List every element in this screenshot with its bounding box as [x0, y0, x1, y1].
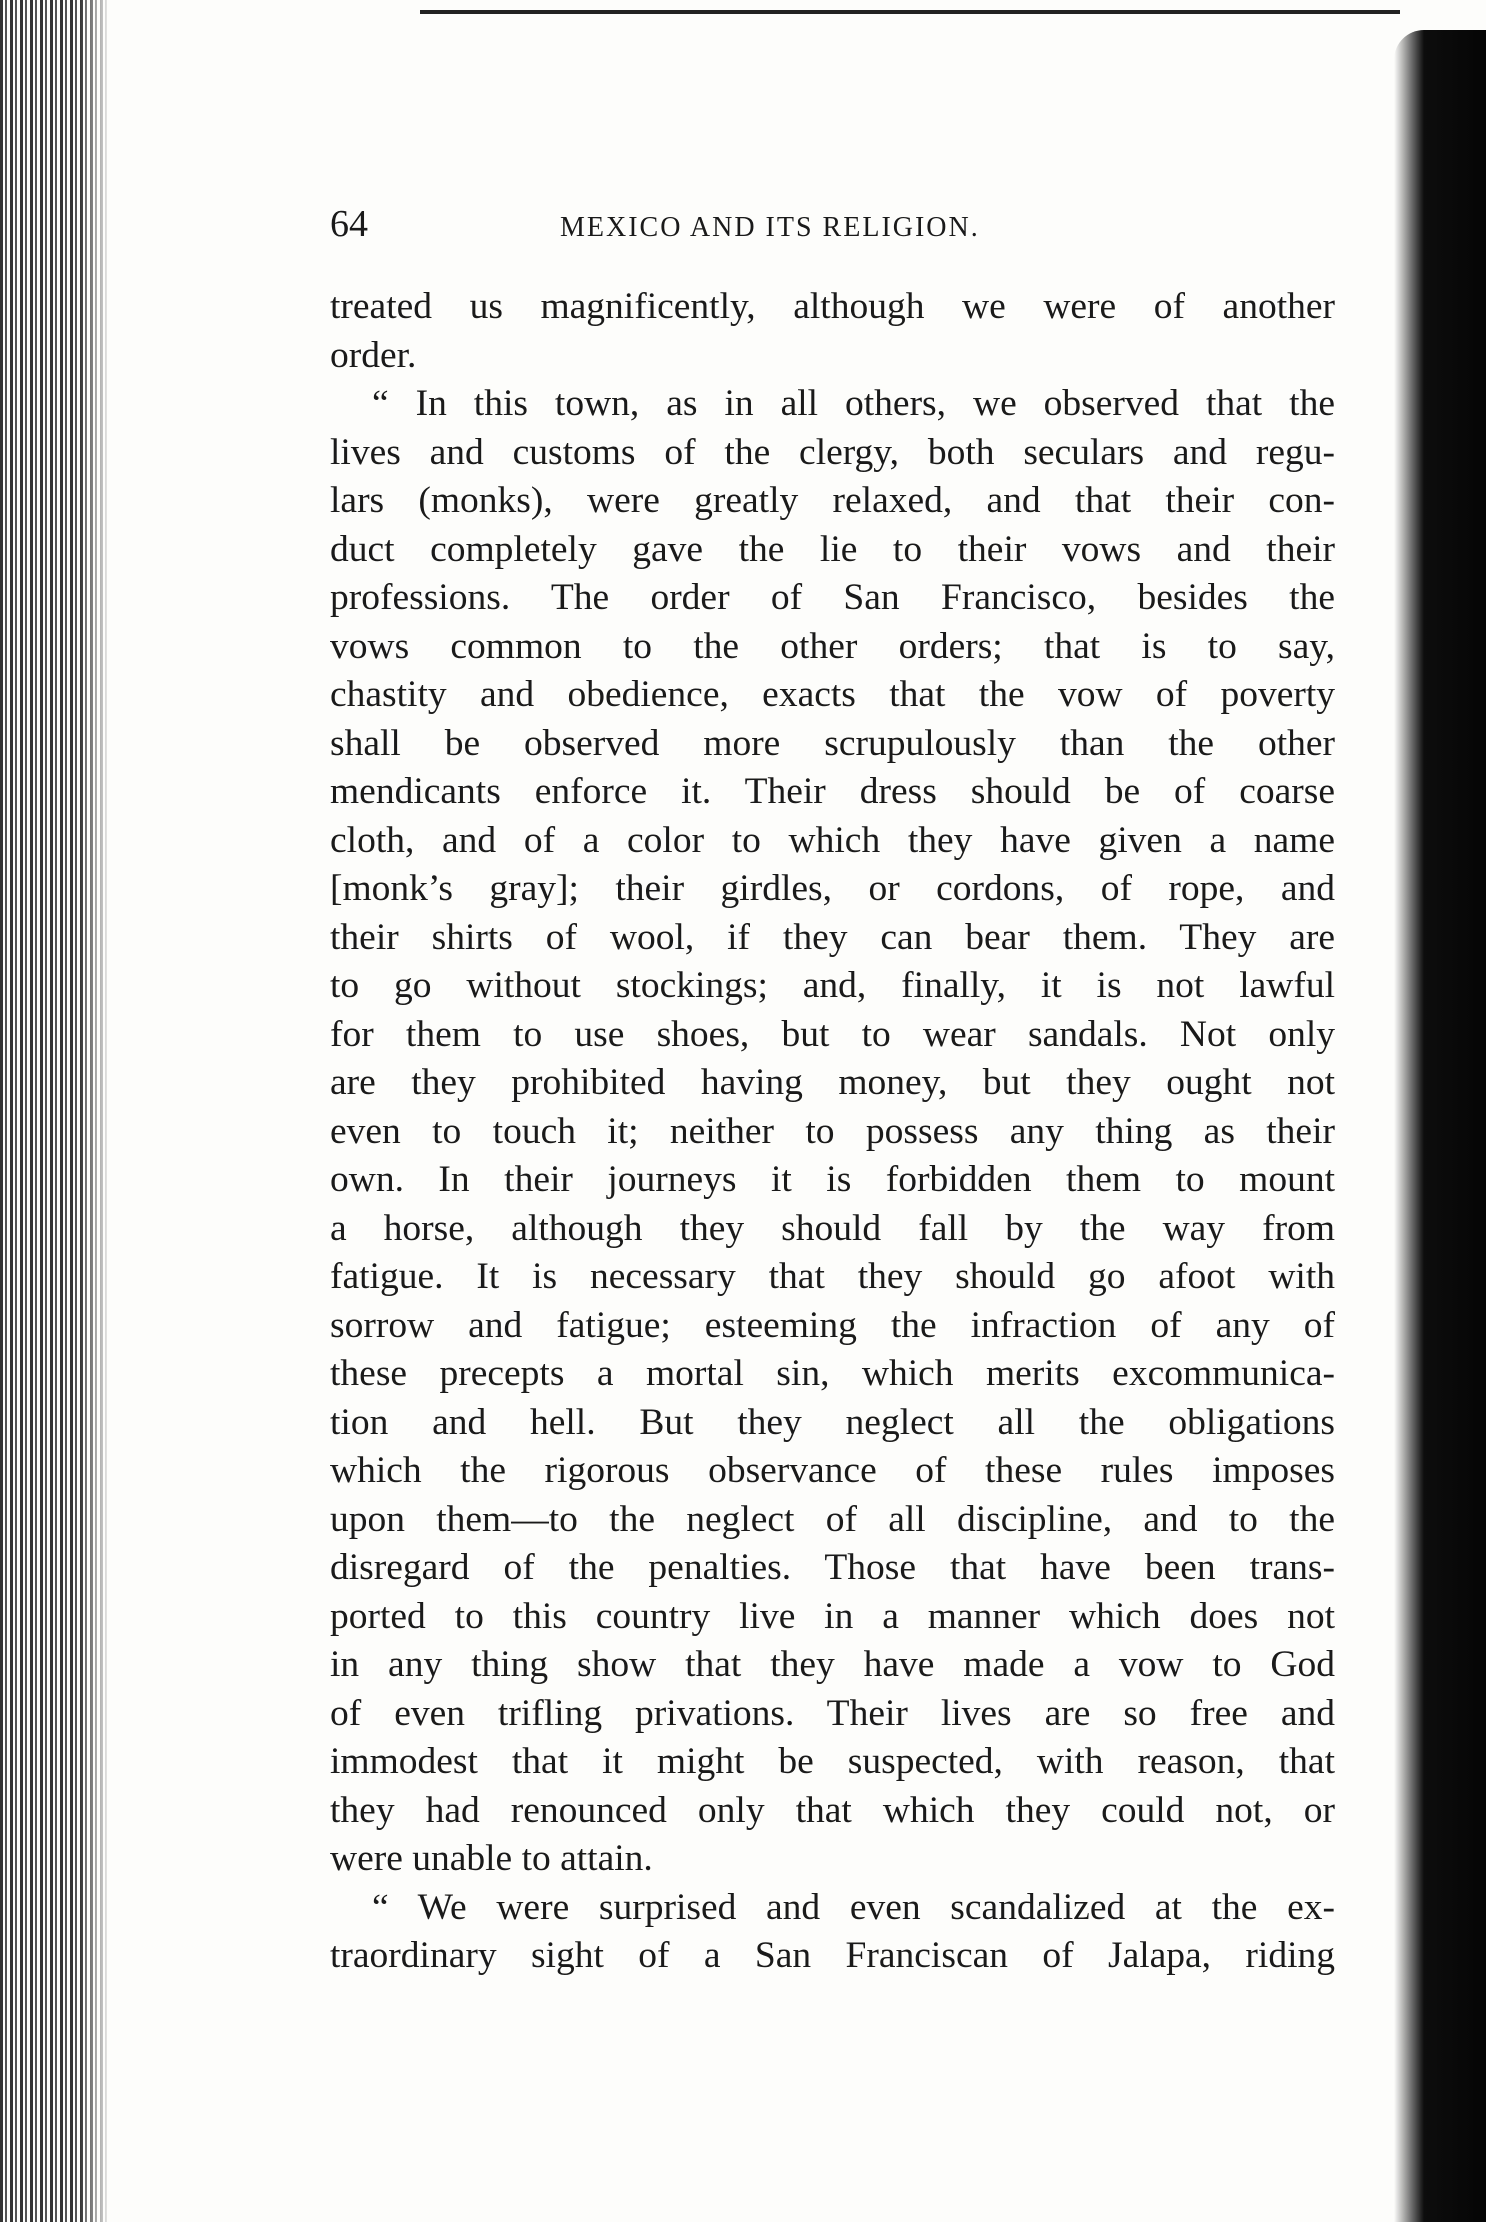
- text-line: fatigue. It is necessary that they should go afoot with: [330, 1256, 1335, 1297]
- text-line: vows common to the other orders; that is to say,: [330, 625, 1335, 667]
- text-line: own. In their journeys it is forbidden them to mount: [330, 1159, 1335, 1200]
- text-line: for them to use shoes, but to wear sandals. Not only: [330, 1013, 1335, 1055]
- text-line: tion and hell. But they neglect all the obligations: [330, 1401, 1335, 1443]
- page-edge-right: [1394, 30, 1486, 2222]
- running-head: MEXICO AND ITS RELIGION.: [560, 212, 980, 243]
- text-line: upon them—to the neglect of all discipline, and to the: [330, 1498, 1335, 1540]
- page-number: 64: [330, 203, 368, 245]
- text-line: traordinary sight of a San Franciscan of Jalapa, riding: [330, 1935, 1335, 1976]
- top-edge-line: [420, 10, 1400, 14]
- text-line: immodest that it might be suspected, with reason, that: [330, 1741, 1335, 1782]
- text-line: even to touch it; neither to possess any thing as their: [330, 1110, 1335, 1152]
- text-line: a horse, although they should fall by the way from: [330, 1207, 1335, 1249]
- text-line: in any thing show that they have made a vow to God: [330, 1644, 1335, 1685]
- text-line: which the rigorous observance of these rules imposes: [330, 1450, 1335, 1491]
- page-header: [330, 200, 1340, 260]
- text-line: duct completely gave the lie to their vows and their: [330, 528, 1335, 570]
- text-line: professions. The order of San Francisco, besides the: [330, 577, 1335, 618]
- text-line: shall be observed more scrupulously than the other: [330, 722, 1335, 764]
- text-line: cloth, and of a color to which they have given a name: [330, 819, 1335, 861]
- text-line: were unable to attain.: [330, 1838, 653, 1879]
- text-line: sorrow and fatigue; esteeming the infraction of any of: [330, 1304, 1335, 1346]
- text-line: treated us magnificently, although we were of another: [330, 286, 1335, 327]
- text-line: disregard of the penalties. Those that have been trans-: [330, 1547, 1335, 1588]
- text-line: to go without stockings; and, finally, it is not lawful: [330, 965, 1335, 1006]
- text-line: they had renounced only that which they could not, or: [330, 1789, 1335, 1831]
- text-line: mendicants enforce it. Their dress should be of coarse: [330, 771, 1335, 812]
- text-line: [monk’s gray]; their girdles, or cordons, of rope, and: [330, 868, 1335, 909]
- text-line: lars (monks), were greatly relaxed, and that their con-: [330, 480, 1335, 521]
- text-line: of even trifling privations. Their lives are so free and: [330, 1692, 1335, 1734]
- text-line: order.: [330, 334, 417, 376]
- body-text: [330, 283, 1335, 1981]
- text-line: “ We were surprised and even scandalized at the ex-: [372, 1886, 1335, 1928]
- text-line: are they prohibited having money, but they ought not: [330, 1062, 1335, 1103]
- binding-shadow: [80, 0, 112, 2222]
- text-line: ported to this country live in a manner which does not: [330, 1595, 1335, 1637]
- text-line: these precepts a mortal sin, which merits excommunica-: [330, 1353, 1335, 1394]
- text-line: chastity and obedience, exacts that the vow of poverty: [330, 674, 1335, 715]
- text-line: lives and customs of the clergy, both seculars and regu-: [330, 431, 1335, 473]
- text-line: “ In this town, as in all others, we observed that the: [372, 383, 1335, 424]
- text-line: their shirts of wool, if they can bear them. They are: [330, 916, 1335, 958]
